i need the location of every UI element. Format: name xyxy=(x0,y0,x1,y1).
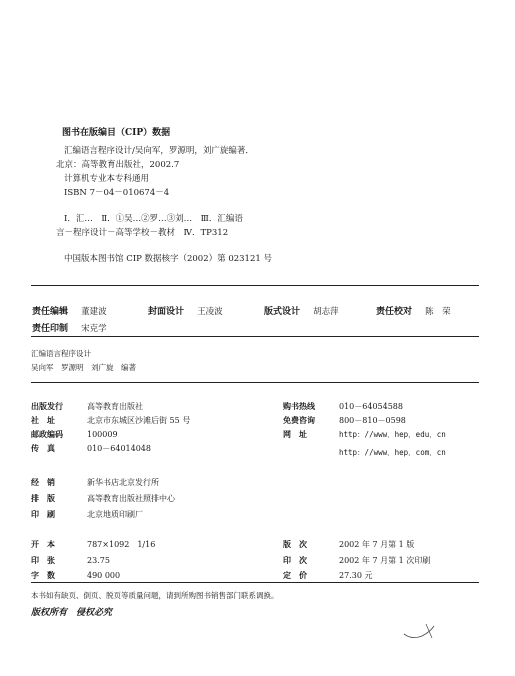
credit-cover xyxy=(148,299,223,318)
spec-impression-label: 印 次 xyxy=(283,555,307,565)
publisher-free-label: 免费咨询 xyxy=(283,415,315,425)
quality-notice: 本书如有缺页、倒页、脱页等质量问题，请到所购图书销售部门联系调换。 xyxy=(31,591,279,600)
spec-words-label: 字 数 xyxy=(31,570,55,580)
cip-line-4: ISBN 7－04－010674－4 xyxy=(64,188,170,198)
credit-proof-name: 陈 荣 xyxy=(425,307,451,317)
spec-impression-value: 2002 年 7 月第 1 次印刷 xyxy=(339,556,431,565)
spec-sheets-label: 印 张 xyxy=(31,555,55,565)
distribution-print xyxy=(31,502,143,521)
publisher-web-label: 网 址 xyxy=(283,429,307,439)
publisher-fax-value: 010－64014048 xyxy=(87,444,151,453)
distribution-print-label: 印 刷 xyxy=(31,509,55,519)
publisher-address-label: 社 址 xyxy=(31,415,55,425)
spec-format-value: 787×1092 1/16 xyxy=(87,540,156,549)
handwritten-mark xyxy=(400,620,440,644)
distribution-sell-value: 新华书店北京发行所 xyxy=(87,478,159,487)
publisher-web-2 xyxy=(339,440,446,459)
credit-layout xyxy=(264,299,339,318)
publisher-zip-value: 100009 xyxy=(87,430,118,439)
publisher-web-value-2: http：//www．hep．com．cn xyxy=(339,448,446,457)
distribution-print-value: 北京地质印刷厂 xyxy=(87,510,143,519)
cip-line-6: 言－程序设计－高等学校－教材 Ⅳ．TP312 xyxy=(56,228,229,238)
credit-print xyxy=(32,316,107,335)
book-title: 汇编语言程序设计 xyxy=(31,349,91,358)
publisher-web xyxy=(283,422,446,441)
spec-edition-label: 版 次 xyxy=(283,539,307,549)
publisher-zip-label: 邮政编码 xyxy=(31,429,63,439)
spec-words xyxy=(31,563,120,582)
distribution-typeset-value: 高等教育出版社照排中心 xyxy=(87,494,175,503)
credit-cover-name: 王凌波 xyxy=(197,307,223,317)
credit-proof-label: 责任校对 xyxy=(376,307,413,317)
credit-layout-label: 版式设计 xyxy=(264,307,301,317)
spec-words-value: 490 000 xyxy=(87,571,121,580)
publisher-hotline-value: 010－64054588 xyxy=(339,402,403,411)
distribution-typeset-label: 排 版 xyxy=(31,493,55,503)
rights-notice: 版权所有 侵权必究 xyxy=(31,608,113,618)
divider-top xyxy=(31,285,479,286)
publisher-fax-label: 传 真 xyxy=(31,443,55,453)
publisher-free-value: 800－810－0598 xyxy=(339,416,406,425)
credit-print-label: 责任印制 xyxy=(32,324,69,334)
publisher-address-value: 北京市东城区沙滩后街 55 号 xyxy=(87,416,191,425)
credit-editor-name: 董建波 xyxy=(81,307,107,317)
spec-format-label: 开 本 xyxy=(31,539,55,549)
credit-print-name: 宋克学 xyxy=(81,324,107,334)
spec-price-value: 27.30 元 xyxy=(339,571,373,580)
cip-line-1: 汇编语言程序设计/吴向军，罗源明，刘广旋编著． xyxy=(64,146,254,156)
publisher-fax xyxy=(31,436,151,455)
divider-bottom xyxy=(31,582,479,583)
book-authors: 吴向军 罗源明 刘广旋 编著 xyxy=(31,363,136,372)
spec-edition-value: 2002 年 7 月第 1 版 xyxy=(339,540,415,549)
cip-line-7: 中国版本图书馆 CIP 数据核字（2002）第 023121 号 xyxy=(64,254,272,264)
cip-line-2: 北京：高等教育出版社，2002.7 xyxy=(56,160,180,170)
divider-book xyxy=(31,382,479,383)
publisher-web-value-1: http：//www．hep．edu．cn xyxy=(339,430,446,439)
divider-credits xyxy=(31,336,479,337)
publisher-issue-label: 出版发行 xyxy=(31,401,63,411)
credit-editor-label: 责任编辑 xyxy=(32,307,69,317)
spec-price-label: 定 价 xyxy=(283,570,307,580)
publisher-hotline-label: 购书热线 xyxy=(283,401,315,411)
credit-cover-label: 封面设计 xyxy=(148,307,185,317)
cip-title: 图书在版编目（CIP）数据 xyxy=(62,128,171,138)
spec-price xyxy=(283,563,372,582)
cip-line-5: Ⅰ．汇… Ⅱ．①吴…②罗…③刘… Ⅲ．汇编语 xyxy=(64,214,243,224)
credit-layout-name: 胡志萍 xyxy=(313,307,339,317)
cip-line-3: 计算机专业本专科通用 xyxy=(64,174,150,184)
credit-proof xyxy=(376,299,451,318)
distribution-sell-label: 经 销 xyxy=(31,477,55,487)
spec-sheets-value: 23.75 xyxy=(87,556,110,565)
publisher-issue-value: 高等教育出版社 xyxy=(87,402,143,411)
